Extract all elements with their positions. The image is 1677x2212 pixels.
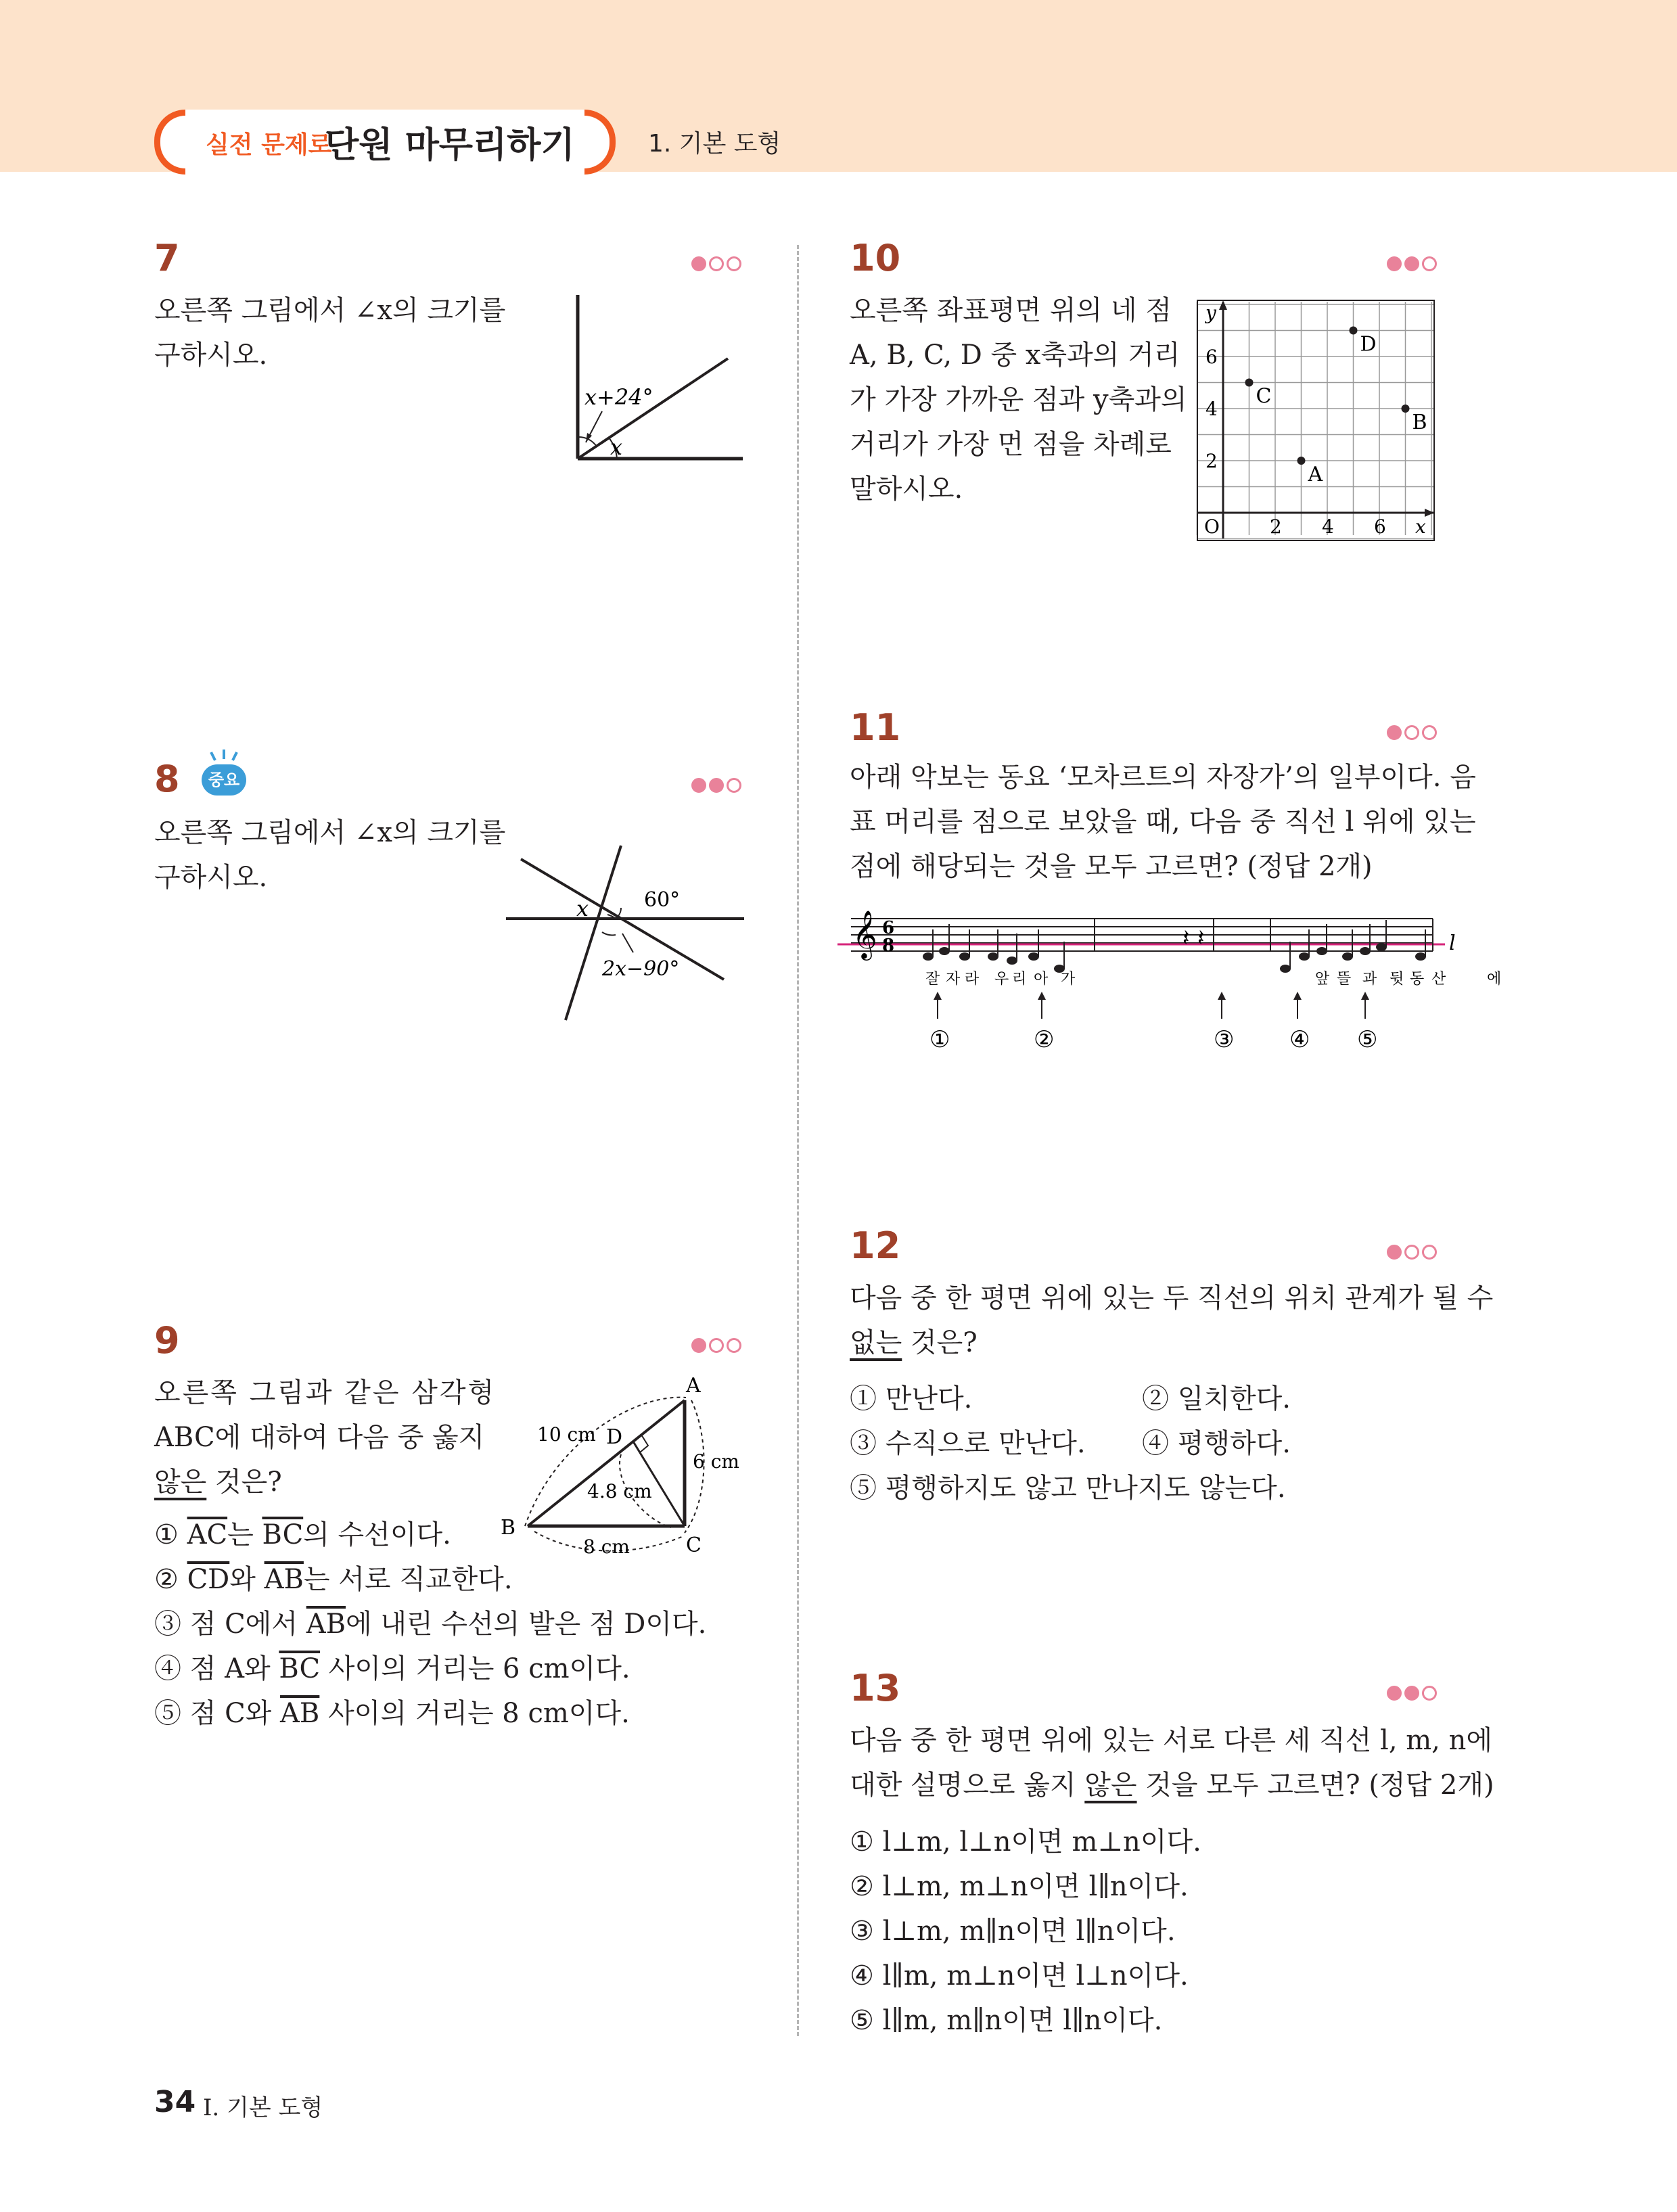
point-label-B: B [1412,411,1427,434]
difficulty-dots [691,778,741,793]
lyric: 라 [965,971,980,988]
choice-mark: ④ [1289,1026,1310,1053]
lyric: 뒷 [1389,971,1404,988]
lyric: 리 [1012,971,1027,988]
point-A [1297,457,1306,465]
question-text: 아래 악보는 동요 ‘모차르트의 자장가’의 일부이다. 음 표 머리를 점으로 보았을 때, 다음 중 직선 l 위에 있는 점에 해당되는 것을 모두 고르면? (정답 2개) [850,762,1476,882]
header-title: 단원 마무리하기 [325,125,575,166]
svg-text:60°: 60° [644,888,681,912]
rest-icon: 𝄽 [1197,925,1205,952]
difficulty-dots [691,256,741,271]
question-text: 오른쪽 그림에서 ∠x의 크기를 구하시오. [154,295,506,371]
lyric: 과 [1362,971,1377,988]
question-number: 12 [850,1224,901,1267]
x-tick-label: 4 [1322,515,1334,538]
note-head [1360,947,1371,955]
lyric: 동 [1410,971,1425,988]
lyric: 잘 [925,971,940,988]
choice-mark: ⑤ [1357,1026,1378,1053]
options-list: ① $\overline{AC}$는 $\overline{BC}$의 수선이다. ② $\overline{CD}$와 $\overline{AB}$는 서로 직교한다. ③ 점 C에서 $\overline{AB}$에 내린 수선의 발은 점 D이다. ④ 점 A와 $\overline{BC}$ 사이의 거리는 6 cm이다. ⑤ 점 C와 $\overline{AB}$ 사이의 거리는 8 cm이다. [154,1519,707,1729]
svg-text:A: A [686,1374,701,1398]
question-number: 8 [154,758,180,800]
svg-text:2x−90°: 2x−90° [602,957,680,981]
question-number: 7 [154,237,180,279]
note-head [1299,952,1310,961]
difficulty-dots [1387,725,1437,740]
svg-text:C: C [686,1534,702,1557]
x-axis-label: x [1415,515,1426,538]
choice-mark: ① [929,1026,950,1053]
note-head [1376,943,1387,951]
lyric: 가 [1061,971,1076,988]
line-l-label: l [1449,931,1456,955]
difficulty-dots [1387,1686,1437,1701]
note-head [923,952,934,961]
page-number: 34 [154,2085,196,2119]
svg-text:B: B [501,1516,516,1540]
question-text: 오른쪽 좌표평면 위의 네 점 A, B, C, D 중 x축과의 거리 가 가장 가까운 점과 y축과의 거리가 가장 먼 점을 차례로 말하시오. [850,295,1187,505]
lyric: 우 [994,971,1009,988]
rest-icon: 𝄽 [1182,925,1190,952]
question-number: 13 [850,1667,901,1709]
y-tick-label: 2 [1205,450,1218,472]
option: ④ 평행하다. [1142,1428,1291,1459]
time-sig-bottom: 8 [882,936,895,956]
up-arrow-icon [1361,992,1369,1000]
coordinate-plane [1197,295,1438,545]
svg-text:x: x [576,896,589,921]
question-text: 오른쪽 그림과 같은 삼각형 ABC에 대하여 다음 중 옳지 않은 것은? [154,1377,497,1498]
column-divider [797,245,799,2036]
important-badge: 중요 [202,764,246,796]
x-tick-label: 6 [1374,515,1386,538]
music-score-figure [837,894,1502,1070]
y-tick-label: 6 [1205,346,1218,368]
y-axis-label: y [1205,302,1216,324]
svg-text:4.8 cm: 4.8 cm [587,1480,652,1502]
point-B [1402,405,1410,413]
option: ① 만난다. [850,1383,973,1414]
choice-mark: ③ [1214,1026,1235,1053]
note-head [988,952,998,961]
lyric: 뜰 [1337,971,1352,988]
up-arrow-icon [1293,992,1302,1000]
footer-chapter: I. 기본 도형 [203,2094,323,2121]
note-head [1280,965,1291,973]
x-tick-label: 2 [1270,515,1282,538]
option: ⑤ 평행하지도 않고 만나지도 않는다. [850,1473,1286,1504]
question-text: 다음 중 한 평면 위에 있는 서로 다른 세 직선 l, m, n에 대한 설명으로 옳지 않은 것을 모두 고르면? (정답 2개) [850,1725,1494,1801]
y-tick-label: 4 [1205,398,1218,420]
note-head [959,952,970,961]
note-head [1007,957,1017,965]
header-section: 1. 기본 도형 [648,130,781,158]
up-arrow-icon [1218,992,1226,1000]
point-D [1350,327,1358,335]
svg-text:8 cm: 8 cm [583,1536,630,1558]
question-number: 11 [850,706,901,749]
lyric: 자 [946,971,961,988]
plane-frame [1197,300,1434,540]
question-number: 9 [154,1319,180,1362]
lyric: 산 [1431,971,1446,988]
difficulty-dots [1387,256,1437,271]
svg-text:x+24°: x+24° [584,384,653,410]
question-text: 오른쪽 그림에서 ∠x의 크기를 구하시오. [154,817,506,893]
treble-clef-icon: 𝄞 [852,909,877,959]
point-label-D: D [1360,332,1377,356]
question-number: 10 [850,237,901,279]
note-head [1342,952,1353,961]
lyric: 앞 [1315,971,1330,988]
y-arrow-icon [1219,300,1227,310]
question-text: 다음 중 한 평면 위에 있는 두 직선의 위치 관계가 될 수 없는 것은? [850,1283,1494,1358]
svg-text:6 cm: 6 cm [693,1450,739,1473]
lyric: 아 [1034,971,1049,988]
svg-text:D: D [606,1425,623,1449]
time-sig-top: 6 [882,918,895,938]
option: ② 일치한다. [1142,1383,1291,1414]
badge-sparkle-icon [202,750,246,766]
point-label-C: C [1256,384,1272,409]
svg-text:10 cm: 10 cm [537,1423,596,1446]
x-arrow-icon [1425,509,1434,517]
lyric: 에 [1487,971,1502,988]
note-head [1316,947,1327,955]
options-list: ① l⊥m, l⊥n이면 m⊥n이다. ② l⊥m, m⊥n이면 l∥n이다. ③ l⊥m, m∥n이면 l∥n이다. ④ l∥m, m⊥n이면 l⊥n이다. ⑤ l∥m, m∥n이면 l∥n이다. [850,1826,1201,2036]
intersecting-lines-figure [501,844,751,1027]
difficulty-dots [691,1338,741,1353]
svg-text:x: x [610,434,623,460]
point-C [1245,379,1254,387]
up-arrow-icon [934,992,942,1000]
point-label-A: A [1308,463,1323,486]
choice-mark: ② [1034,1026,1055,1053]
option: ③ 수직으로 만난다. [850,1428,1086,1459]
difficulty-dots [1387,1245,1437,1260]
note-head [1415,952,1426,961]
origin-label: O [1204,515,1220,538]
up-arrow-icon [1038,992,1046,1000]
note-head [939,947,950,955]
header-tag: 실전 문제로 [206,131,332,159]
note-head [1028,952,1039,961]
angle-figure [568,291,751,467]
